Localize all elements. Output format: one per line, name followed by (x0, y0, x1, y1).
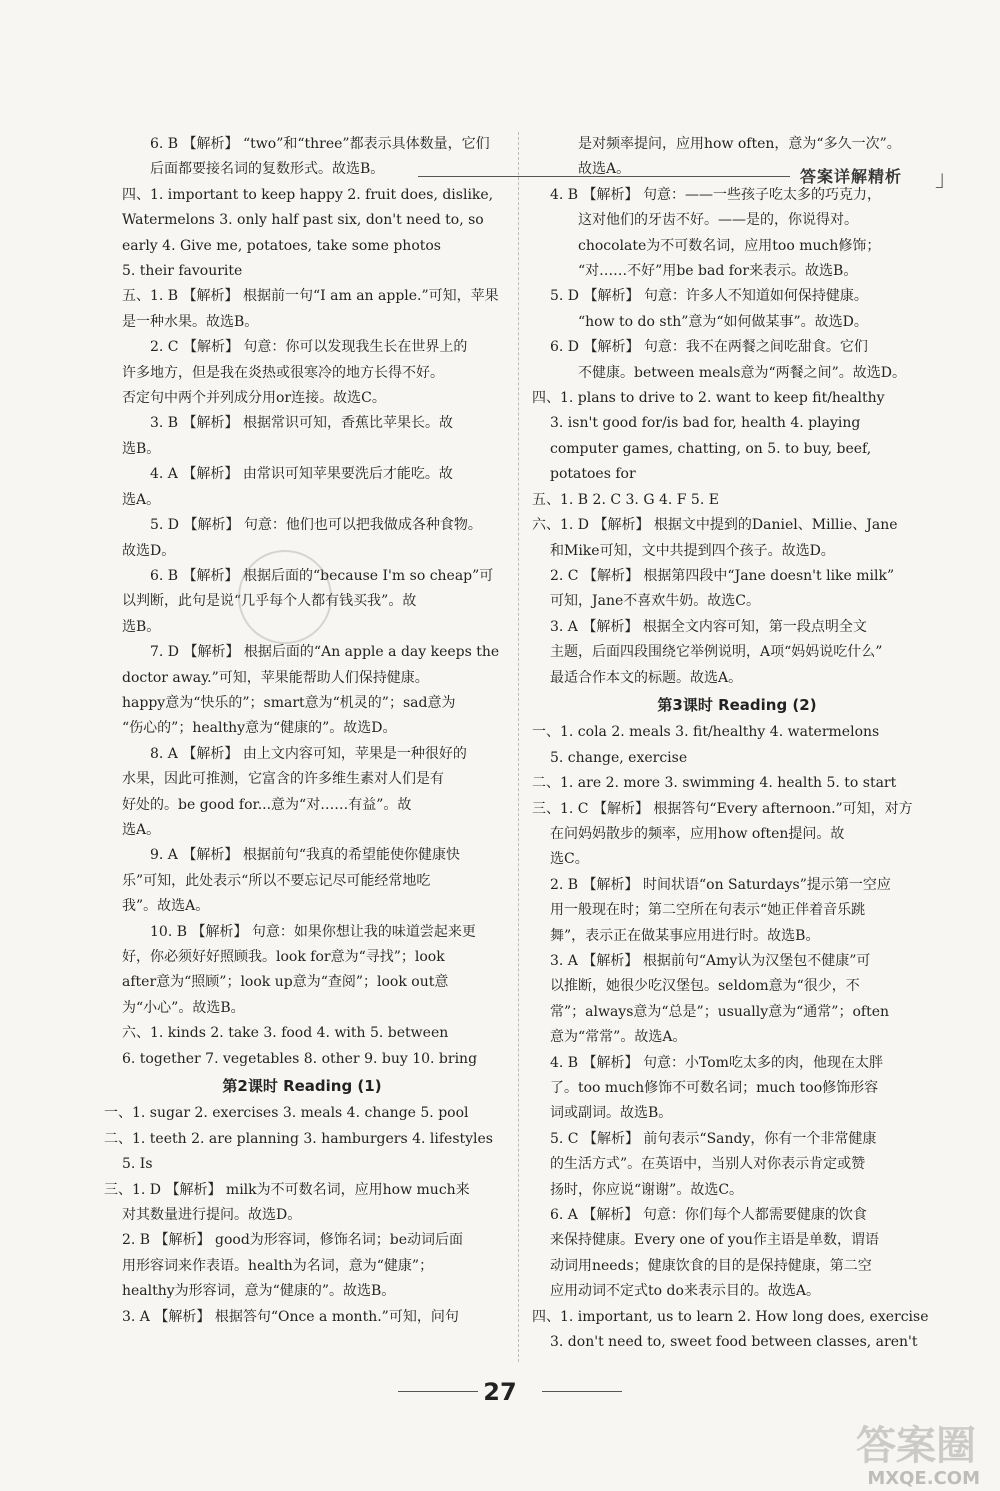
answer-line: 对其数量进行提问。故选D。 (122, 1207, 302, 1224)
answer-line: 2. C 【解析】 句意：你可以发现我生长在世界上的 (150, 339, 468, 356)
answer-line: 用形容词来作表语。health为名词，意为“健康”； (122, 1257, 434, 1274)
answer-line: 最适合作本文的标题。故选A。 (550, 669, 743, 686)
watermark-url: MXQE.COM (867, 1468, 980, 1489)
answer-line: 我”。故选A。 (122, 898, 210, 915)
answer-line: 六、1. kinds 2. take 3. food 4. with 5. between (122, 1025, 449, 1042)
answer-line: “how to do sth”意为“如何做某事”。故选D。 (578, 313, 868, 330)
answer-line: computer games, chatting, on 5. to buy, beef, (550, 440, 872, 457)
answer-line: 是一种水果。故选B。 (122, 313, 259, 330)
answer-line: 和Mike可知，文中共提到四个孩子。故选D。 (550, 542, 835, 559)
column-divider (518, 132, 519, 1362)
answer-line: 为“小心”。故选B。 (122, 999, 245, 1016)
answer-line: 5. their favourite (122, 263, 243, 280)
left-column (104, 132, 500, 1330)
header-bracket: 」 (935, 167, 958, 192)
answer-line: 否定句中两个并列成分用or连接。故选C。 (122, 390, 386, 407)
answer-line: 以判断，此句是说“几乎每个人都有钱买我”。故 (122, 593, 417, 610)
answer-line: 四、1. important, us to learn 2. How long does, exercise (532, 1308, 929, 1325)
answer-line: 8. A 【解析】 由上文内容可知，苹果是一种很好的 (150, 745, 467, 762)
answer-line: 2. C 【解析】 根据第四段中“Jane doesn't like milk” (550, 567, 895, 584)
answer-line: 10. B 【解析】 句意：如果你想让我的味道尝起来更 (150, 923, 476, 940)
answer-line: 扬时，你应说“谢谢”。故选C。 (550, 1181, 744, 1198)
answer-line: 选C。 (550, 851, 589, 868)
page-number: 27 (483, 1378, 517, 1406)
answer-line: happy意为“快乐的”；smart意为“机灵的”；sad意为 (122, 694, 456, 711)
answer-line: 三、1. C 【解析】 根据答句“Every afternoon.”可知，对方 (532, 800, 913, 817)
answer-line: 选A。 (122, 821, 161, 838)
answer-line: 选A。 (122, 491, 161, 508)
answer-line: 4. B 【解析】 句意：——一些孩子吃太多的巧克力， (550, 186, 881, 203)
answer-line: 7. D 【解析】 根据后面的“An apple a day keeps the (150, 644, 500, 661)
answer-line: 3. isn't good for/is bad for, health 4. playing (550, 415, 861, 432)
answer-line: 许多地方，但是我在炎热或很寒冷的地方长得不好。 (122, 364, 444, 381)
answer-line: “伤心的”；healthy意为“健康的”。故选D。 (122, 720, 397, 737)
answer-line: 了。too much修饰不可数名词；much too修饰形容 (550, 1080, 879, 1097)
answer-line: 6. A 【解析】 句意：你们每个人都需要健康的饮食 (550, 1207, 867, 1224)
answer-line: 二、1. teeth 2. are planning 3. hamburgers 4. lifestyles (104, 1130, 493, 1147)
answer-line: 故选D。 (122, 542, 176, 559)
answer-line: 二、1. are 2. more 3. swimming 4. health 5. to start (532, 775, 897, 792)
answer-line: 5. change, exercise (550, 749, 688, 766)
answer-line: 以推断，她很少吃汉堡包。seldom意为“很少，不 (550, 978, 860, 995)
answer-line: 9. A 【解析】 根据前句“我真的希望能使你健康快 (150, 847, 460, 864)
answer-line: 6. B 【解析】 根据后面的“because I'm so cheap”可 (150, 567, 494, 584)
answer-line: 常”；always意为“总是”；usually意为“通常”；often (550, 1003, 890, 1020)
answer-line: 四、1. plans to drive to 2. want to keep fit/healthy (532, 390, 885, 407)
answer-line: 可知，Jane不喜欢牛奶。故选C。 (550, 593, 760, 610)
answer-line: 3. A 【解析】 根据全文内容可知，第一段点明全文 (550, 618, 867, 635)
answer-line: chocolate为不可数名词，应用too much修饰； (578, 237, 881, 254)
answer-line: 2. B 【解析】 时间状语“on Saturdays”提示第一空应 (550, 876, 891, 893)
answer-line: 4. B 【解析】 句意：小Tom吃太多的肉，他现在太胖 (550, 1054, 883, 1071)
answer-line: 这对他们的牙齿不好。——是的，你说得对。 (578, 212, 858, 229)
answer-line: 故选A。 (578, 161, 631, 178)
answer-line: 5. Is (122, 1156, 153, 1173)
answer-line: 3. don't need to, sweet food between classes, aren't (550, 1334, 918, 1351)
answer-line: 是对频率提问，应用how often，意为“多久一次”。 (578, 136, 901, 152)
answer-line: 三、1. D 【解析】 milk为不可数名词，应用how much来 (104, 1181, 470, 1198)
answer-line: 用一般现在时；第二空所在句表示“她正伴着音乐跳 (550, 902, 866, 919)
answer-line: 一、1. cola 2. meals 3. fit/healthy 4. watermelons (532, 724, 880, 741)
answer-line: 好，你必须好好照顾我。look for意为“寻找”；look (122, 949, 445, 965)
answer-line: 6. D 【解析】 句意：我不在两餐之间吃甜食。它们 (550, 339, 868, 356)
answer-line: Watermelons 3. only half past six, don't need to, so (122, 212, 484, 229)
answer-line: 意为“常常”。故选A。 (550, 1029, 687, 1046)
watermark-logo: 答案圈 (856, 1423, 976, 1469)
answer-line: 3. A 【解析】 根据前句“Amy认为汉堡包不健康”可 (550, 953, 871, 969)
answer-line: 四、1. important to keep happy 2. fruit does, dislike, (122, 186, 494, 203)
section-heading: 第3课时 Reading (2) (657, 695, 817, 714)
answer-line: 6. B 【解析】 “two”和“three”都表示具体数量，它们 (150, 136, 490, 152)
answer-line: 在问妈妈散步的频率，应用how often提问。故 (550, 825, 845, 842)
answer-line: 选B。 (122, 440, 161, 457)
answer-line: after意为“照顾”；look up意为“查阅”；look out意 (122, 974, 449, 991)
answer-line: 3. B 【解析】 根据常识可知，香蕉比苹果长。故 (150, 415, 453, 432)
answer-line: 5. D 【解析】 句意：许多人不知道如何保持健康。 (550, 288, 868, 305)
answer-line: 词或副词。故选B。 (550, 1105, 673, 1122)
answer-line: 应用动词不定式to do来表示目的。故选A。 (550, 1283, 821, 1300)
answer-line: 5. C 【解析】 前句表示“Sandy，你有一个非常健康 (550, 1130, 877, 1147)
answer-line: 舞”，表示正在做某事应用进行时。故选B。 (550, 927, 820, 944)
answer-line: 选B。 (122, 618, 161, 635)
right-column (532, 132, 942, 1356)
answer-line: 4. A 【解析】 由常识可知苹果要洗后才能吃。故 (150, 466, 453, 483)
answer-line: doctor away.”可知，苹果能帮助人们保持健康。 (122, 669, 429, 686)
answer-line: 动词用needs；健康饮食的目的是保持健康，第二空 (550, 1257, 872, 1274)
answer-line: 6. together 7. vegetables 8. other 9. buy 10. bring (122, 1050, 478, 1067)
page-number-rule-right (542, 1391, 622, 1392)
answer-line: 5. D 【解析】 句意：他们也可以把我做成各种食物。 (150, 517, 482, 534)
answer-line: 五、1. B 【解析】 根据前一句“I am an apple.”可知，苹果 (122, 288, 499, 305)
answer-line: 好处的。be good for...意为“对……有益”。故 (122, 796, 412, 813)
answer-line: “对……不好”用be bad for来表示。故选B。 (578, 263, 858, 280)
answer-line: 来保持健康。Every one of you作主语是单数，谓语 (550, 1232, 880, 1249)
answer-line: 2. B 【解析】 good为形容词，修饰名词；be动词后面 (122, 1232, 464, 1249)
answer-line: 五、1. B 2. C 3. G 4. F 5. E (532, 491, 719, 508)
answer-line: 水果，因此可推测，它富含的许多维生素对人们是有 (122, 771, 444, 788)
section-heading: 第2课时 Reading (1) (222, 1077, 382, 1096)
answer-line: 六、1. D 【解析】 根据文中提到的Daniel、Millie、Jane (532, 517, 898, 534)
answer-line: 一、1. sugar 2. exercises 3. meals 4. change 5. pool (104, 1105, 469, 1122)
header-title: 答案详解精析 (800, 167, 903, 186)
answer-line: 主题，后面四段围绕它举例说明，A项“妈妈说吃什么” (550, 644, 883, 661)
answer-line: 后面都要接名词的复数形式。故选B。 (150, 161, 385, 178)
answer-line: 的生活方式”。在英语中，当别人对你表示肯定或赞 (550, 1156, 866, 1173)
answer-line: potatoes for (550, 466, 636, 483)
answer-line: healthy为形容词，意为“健康的”。故选B。 (122, 1283, 396, 1300)
answer-line: 3. A 【解析】 根据答句“Once a month.”可知，问句 (122, 1308, 459, 1325)
stamp-watermark (238, 550, 332, 644)
answer-line: 不健康。between meals意为“两餐之间”。故选D。 (578, 364, 907, 381)
answer-line: 乐”可知，此处表示“所以不要忘记尽可能经常地吃 (122, 872, 431, 889)
answer-line: early 4. Give me, potatoes, take some photos (122, 237, 441, 254)
